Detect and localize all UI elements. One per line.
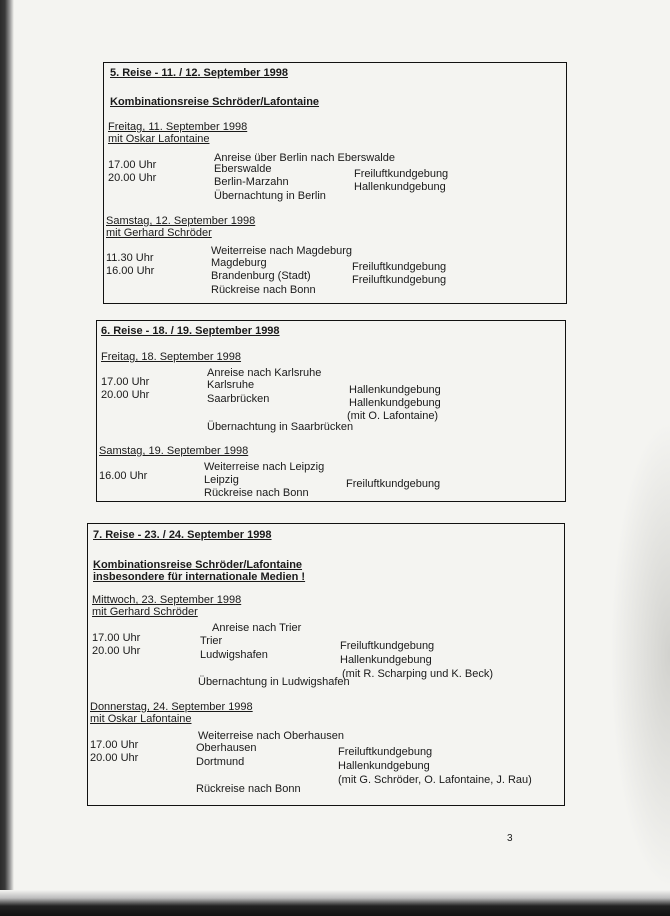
line-time: 20.00 Uhr xyxy=(92,645,141,657)
line-place: Weiterreise nach Magdeburg xyxy=(211,245,353,257)
line-place: Magdeburg xyxy=(211,257,267,269)
day-companion: mit Gerhard Schröder xyxy=(106,227,212,239)
line-place: Übernachtung in Berlin xyxy=(214,190,326,202)
line-event: Hallenkundgebung xyxy=(349,384,441,396)
trip-box-5 xyxy=(103,62,567,304)
line-event: Hallenkundgebung xyxy=(338,760,430,772)
line-time: 20.00 Uhr xyxy=(101,389,150,401)
line-note: (mit R. Scharping und K. Beck) xyxy=(342,668,494,680)
page-number: 3 xyxy=(507,833,513,844)
scan-edge-left xyxy=(0,0,14,916)
line-time: 20.00 Uhr xyxy=(90,752,139,764)
line-place: Übernachtung in Ludwigshafen xyxy=(198,676,350,688)
line-event: Hallenkundgebung xyxy=(349,397,441,409)
trip-title: 6. Reise - 18. / 19. September 1998 xyxy=(101,325,280,337)
line-time: 17.00 Uhr xyxy=(92,632,141,644)
line-note: (mit O. Lafontaine) xyxy=(347,410,439,422)
day-companion: mit Gerhard Schröder xyxy=(92,606,198,618)
line-time: 17.00 Uhr xyxy=(108,159,157,171)
line-time: 17.00 Uhr xyxy=(90,739,139,751)
line-place: Dortmund xyxy=(196,756,245,768)
line-event: Freiluftkundgebung xyxy=(352,274,447,286)
line-time: 16.00 Uhr xyxy=(99,470,148,482)
day-date: Freitag, 11. September 1998 xyxy=(108,121,248,133)
line-place: Weiterreise nach Leipzig xyxy=(204,461,325,473)
line-place: Ludwigshafen xyxy=(200,649,268,661)
line-place: Eberswalde xyxy=(214,163,272,175)
day-companion: mit Oskar Lafontaine xyxy=(108,133,210,145)
line-place: Saarbrücken xyxy=(207,393,270,405)
line-place: Anreise nach Trier xyxy=(212,622,302,634)
line-event: Freiluftkundgebung xyxy=(346,478,441,490)
line-place: Oberhausen xyxy=(196,742,257,754)
trip-box-7 xyxy=(87,523,565,806)
line-place: Anreise nach Karlsruhe xyxy=(207,367,322,379)
trip-subtitle: Kombinationsreise Schröder/Lafontaine xyxy=(93,559,303,571)
line-time: 11.30 Uhr xyxy=(106,252,154,264)
line-place: Übernachtung in Saarbrücken xyxy=(207,421,354,433)
line-place: Anreise über Berlin nach Eberswalde xyxy=(214,152,395,164)
line-time: 16.00 Uhr xyxy=(106,265,155,277)
line-place: Rückreise nach Bonn xyxy=(211,284,316,296)
line-event: Hallenkundgebung xyxy=(354,181,446,193)
line-note: (mit G. Schröder, O. Lafontaine, J. Rau) xyxy=(338,774,532,786)
day-companion: mit Oskar Lafontaine xyxy=(90,713,192,725)
line-place: Trier xyxy=(200,635,223,647)
trip-box-6 xyxy=(96,320,566,502)
line-place: Rückreise nach Bonn xyxy=(204,487,309,499)
line-event: Hallenkundgebung xyxy=(340,654,432,666)
day-date: Donnerstag, 24. September 1998 xyxy=(90,701,253,713)
line-time: 20.00 Uhr xyxy=(108,172,157,184)
line-place: Berlin-Marzahn xyxy=(214,176,289,188)
day-date: Mittwoch, 23. September 1998 xyxy=(92,594,242,606)
trip-title: 5. Reise - 11. / 12. September 1998 xyxy=(110,67,288,79)
trip-subtitle: insbesondere für internationale Medien ! xyxy=(93,571,306,583)
line-place: Karlsruhe xyxy=(207,379,255,391)
line-place: Leipzig xyxy=(204,474,239,486)
trip-subtitle: Kombinationsreise Schröder/Lafontaine xyxy=(110,96,320,108)
scan-noise-right xyxy=(610,420,670,890)
line-place: Rückreise nach Bonn xyxy=(196,783,301,795)
day-date: Samstag, 12. September 1998 xyxy=(106,215,256,227)
line-place: Weiterreise nach Oberhausen xyxy=(198,730,344,742)
line-event: Freiluftkundgebung xyxy=(352,261,447,273)
line-event: Freiluftkundgebung xyxy=(340,640,435,652)
trip-title: 7. Reise - 23. / 24. September 1998 xyxy=(93,529,272,541)
scan-edge-bottom xyxy=(0,890,670,916)
line-event: Freiluftkundgebung xyxy=(354,168,449,180)
day-date: Freitag, 18. September 1998 xyxy=(101,351,242,363)
line-event: Freiluftkundgebung xyxy=(338,746,433,758)
day-date: Samstag, 19. September 1998 xyxy=(99,445,249,457)
line-place: Brandenburg (Stadt) xyxy=(211,270,311,282)
line-time: 17.00 Uhr xyxy=(101,376,150,388)
